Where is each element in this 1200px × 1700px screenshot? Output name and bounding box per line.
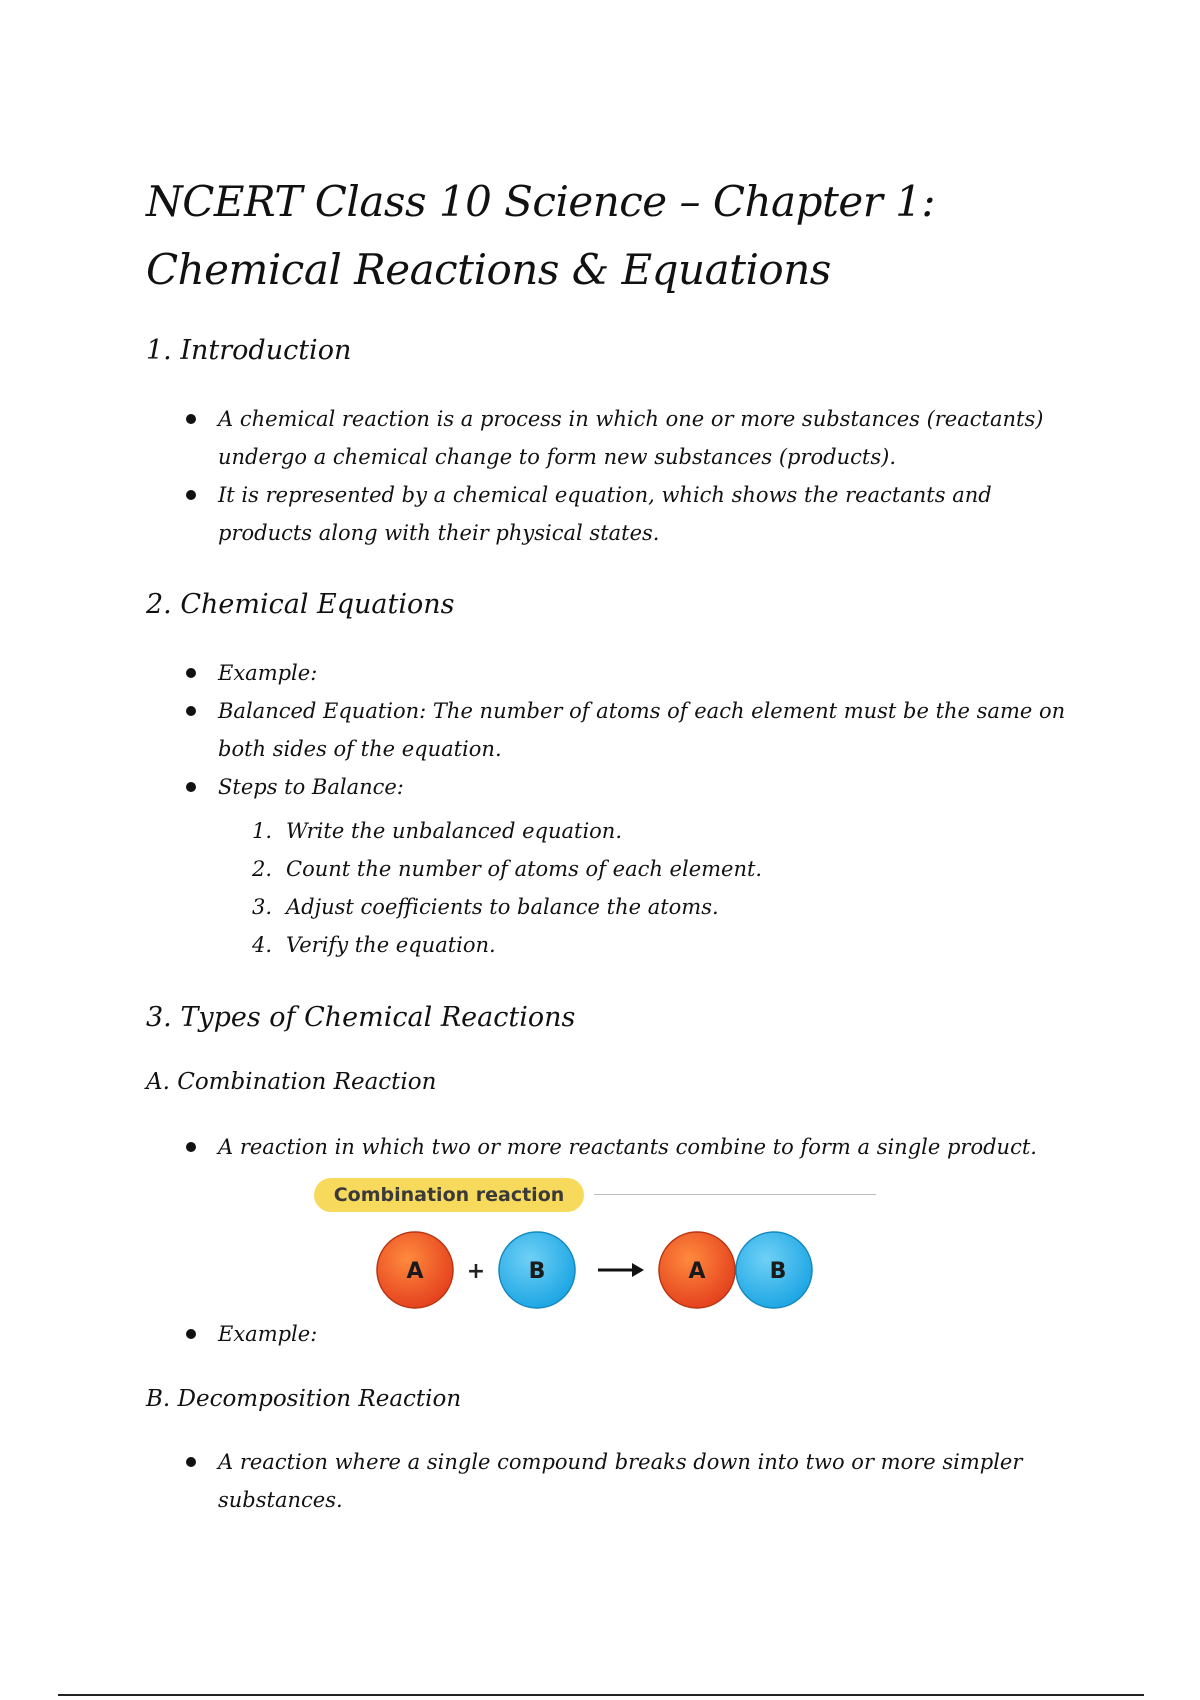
chemical-equations-bullets bbox=[190, 654, 1070, 806]
list-item: Example: bbox=[190, 1315, 1070, 1353]
combination-reaction-figure bbox=[308, 1174, 888, 1324]
combination-definition-bullets bbox=[190, 1128, 1070, 1166]
list-item: Example: bbox=[190, 654, 1070, 692]
introduction-bullets bbox=[190, 400, 1070, 552]
list-item: It is represented by a chemical equation, which shows the reactants and products along with their physical states. bbox=[190, 476, 1070, 552]
subheading-decomposition-reaction: B. Decomposition Reaction bbox=[146, 1386, 462, 1412]
product-ab-molecule bbox=[659, 1232, 812, 1308]
atom-label: A bbox=[688, 1259, 706, 1284]
step-text: Verify the equation. bbox=[286, 933, 496, 957]
atom-label: B bbox=[528, 1259, 546, 1284]
decomposition-definition-bullets bbox=[190, 1443, 1070, 1519]
step-number: 1. bbox=[252, 819, 273, 843]
step-number: 2. bbox=[252, 857, 273, 881]
atom-label: B bbox=[769, 1259, 787, 1284]
list-item bbox=[252, 850, 952, 888]
step-text: Count the number of atoms of each element. bbox=[286, 857, 763, 881]
step-text: Write the unbalanced equation. bbox=[286, 819, 622, 843]
reaction-diagram bbox=[308, 1174, 888, 1324]
section-heading-types-of-reactions: 3. Types of Chemical Reactions bbox=[146, 1002, 576, 1033]
reactant-b-atom bbox=[499, 1232, 575, 1308]
section-heading-introduction: 1. Introduction bbox=[146, 335, 352, 366]
reaction-arrow-icon bbox=[598, 1263, 644, 1277]
subheading-combination-reaction: A. Combination Reaction bbox=[146, 1069, 437, 1095]
list-item: A reaction in which two or more reactants combine to form a single product. bbox=[190, 1128, 1070, 1166]
step-number: 3. bbox=[252, 895, 273, 919]
list-item: A reaction where a single compound breaks down into two or more simpler substances. bbox=[190, 1443, 1070, 1519]
balancing-steps-list bbox=[252, 812, 952, 964]
page-bottom-rule bbox=[58, 1694, 1144, 1696]
document-title: NCERT Class 10 Science – Chapter 1: Chemical Reactions & Equations bbox=[146, 177, 936, 294]
list-item: A chemical reaction is a process in which one or more substances (reactants) undergo a chemical change to form new substances (products). bbox=[190, 400, 1070, 476]
plus-sign: + bbox=[466, 1259, 486, 1284]
section-heading-chemical-equations: 2. Chemical Equations bbox=[146, 589, 455, 620]
list-item bbox=[252, 812, 952, 850]
atom-label: A bbox=[406, 1259, 424, 1284]
list-item: Steps to Balance: bbox=[190, 768, 1070, 806]
step-text: Adjust coefficients to balance the atoms. bbox=[286, 895, 719, 919]
step-number: 4. bbox=[252, 933, 273, 957]
list-item bbox=[252, 926, 952, 964]
combination-example-bullets bbox=[190, 1315, 1070, 1353]
list-item bbox=[252, 888, 952, 926]
reactant-a-atom bbox=[377, 1232, 453, 1308]
figure-label: Combination reaction bbox=[314, 1178, 584, 1212]
list-item: Balanced Equation: The number of atoms of each element must be the same on both sides of the equation. bbox=[190, 692, 1070, 768]
